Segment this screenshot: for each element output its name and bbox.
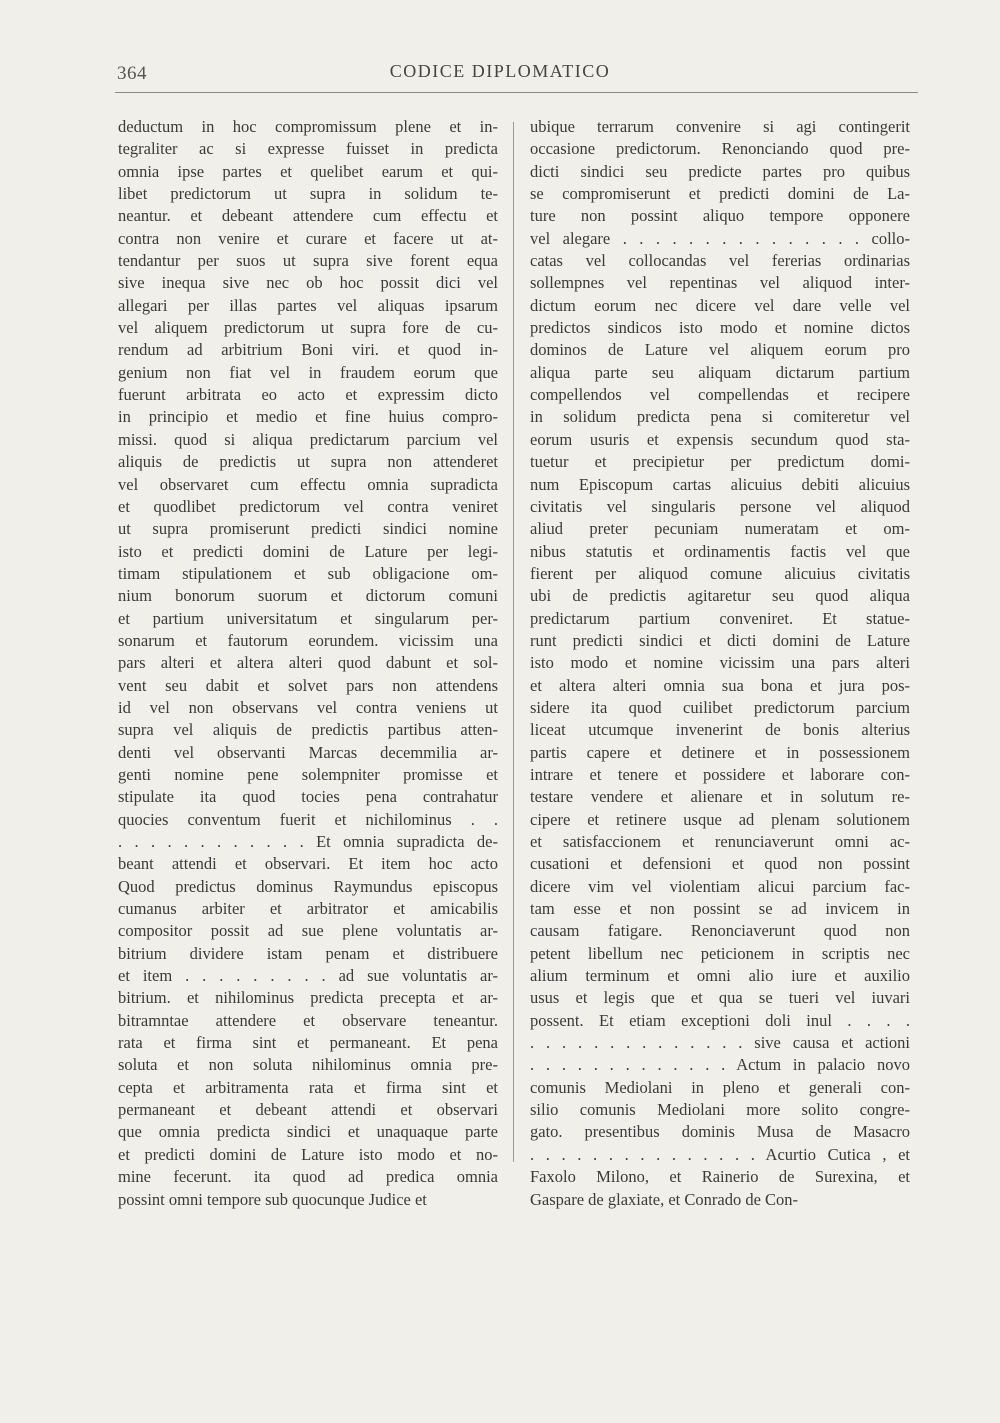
- text-line: supra vel aliquis de predictis partibus atten-: [118, 720, 498, 740]
- text-line: tegraliter ac si expresse fuisset in predicta: [118, 139, 498, 159]
- text-line: contra non venire et curare et facere ut at-: [118, 228, 498, 248]
- text-line: vel alegare . . . . . . . . . . . . . . . collo-: [530, 228, 910, 248]
- text-line: et altera alteri omnia sua bona et jura pos-: [530, 675, 910, 695]
- text-line: Quod predictus dominus Raymundus episcopus: [118, 876, 498, 896]
- text-line: et partium universitatum et singularum per-: [118, 608, 498, 628]
- text-line: intrare et tenere et possidere et laborare con-: [530, 764, 910, 784]
- text-line: . . . . . . . . . . . . Et omnia supradicta de-: [118, 832, 498, 851]
- text-line: vel aliquem predictorum ut supra fore de cu-: [118, 318, 498, 338]
- text-line: sive inequa sive nec ob hoc possit dici vel: [118, 273, 498, 293]
- text-line: libet predictorum ut supra in solidum te-: [118, 184, 498, 204]
- text-line: dicere vim vel violentiam alicui parcium fac-: [530, 876, 910, 896]
- text-line: causam fatigare. Renonciaverunt quod non: [530, 921, 910, 941]
- right-text-column: [530, 116, 910, 1211]
- text-line: aliquis de predictis ut supra non attenderet: [118, 452, 498, 472]
- text-line: petent libellum nec peticionem in scriptis nec: [530, 943, 910, 963]
- text-line: et predicti domini de Lature isto modo et no-: [118, 1144, 498, 1164]
- text-line: comunis Mediolani in pleno et generali con-: [530, 1077, 910, 1097]
- text-line: tendantur per suos ut supra sive forent equa: [118, 251, 498, 271]
- text-line: dicti sindici seu predicte partes pro quibus: [530, 161, 910, 181]
- text-line: runt predicti sindici et dicti domini de Lature: [530, 630, 910, 650]
- text-line: aliud preter pecuniam numeratam et om-: [530, 519, 910, 539]
- text-line: stipulate ita quod tocies pena contrahatur: [118, 787, 498, 807]
- text-line: in solidum predicta pena si comiteretur vel: [530, 407, 910, 427]
- text-line: deductum in hoc compromissum plene et in-: [118, 117, 498, 136]
- text-line: et item . . . . . . . . . ad sue voluntatis ar-: [118, 966, 498, 986]
- text-line: testare vendere et alienare et in solutum re-: [530, 787, 910, 807]
- text-line: num Episcopum cartas alicuius debiti alicuius: [530, 474, 910, 494]
- text-line: mine fecerunt. ita quod ad predica omnia: [118, 1167, 498, 1187]
- text-line: rata et firma sint et permaneant. Et pena: [118, 1033, 498, 1053]
- text-line: liceat utcumque invenerint de bonis alterius: [530, 720, 910, 740]
- text-line: catas vel collocandas vel fererias ordinarias: [530, 251, 910, 271]
- text-line: genium non fiat vel in fraudem eorum que: [118, 362, 498, 382]
- text-line: bitrium dividere istam penam et distribuere: [118, 943, 498, 963]
- text-line: cipere et retinere usque ad plenam solutionem: [530, 809, 910, 829]
- text-line: quocies conventum fuerit et nichilominus . .: [118, 809, 498, 829]
- text-line: allegari per illas partes vel aliquas ipsarum: [118, 295, 498, 315]
- text-line: partis capere et detinere et in possessionem: [530, 742, 910, 762]
- text-line: permaneant et debeant attendi et observari: [118, 1100, 498, 1120]
- text-line: cumanus arbiter et arbitrator et amicabilis: [118, 899, 498, 919]
- text-line: nium bonorum suorum et dictorum comuni: [118, 586, 498, 606]
- text-line: bitrium. et nihilominus predicta precepta et ar-: [118, 988, 498, 1008]
- text-line: sidere ita quod cuilibet predictorum parcium: [530, 697, 910, 717]
- text-line: isto et predicti domini de Lature per legi-: [118, 541, 498, 561]
- text-line: . . . . . . . . . . . . . . . Acurtio Cutica , et: [530, 1144, 910, 1164]
- text-line: dominos de Lature vel aliquem eorum pro: [530, 340, 910, 360]
- text-line: et quodlibet predictorum vel contra veniret: [118, 496, 498, 516]
- text-line: sollempnes vel repentinas vel aliquod inter-: [530, 273, 910, 293]
- text-line: pars alteri et altera alteri quod dabunt et sol-: [118, 653, 498, 673]
- text-line: Faxolo Milono, et Rainerio de Surexina, et: [530, 1167, 910, 1187]
- text-line: se compromiserunt et predicti domini de La-: [530, 184, 910, 204]
- running-head: CODICE DIPLOMATICO: [389, 61, 611, 81]
- text-line: isto modo et nomine vicissim una pars alteri: [530, 653, 910, 673]
- text-line: timam stipulationem et sub obligacione om-: [118, 563, 498, 583]
- text-line: compositor possit ad sue plene voluntatis ar-: [118, 921, 498, 941]
- text-line: beant attendi et observari. Et item hoc acto: [118, 854, 498, 874]
- text-line: omnia ipse partes et quelibet earum et qui-: [118, 161, 498, 181]
- text-line: soluta et non soluta nihilominus omnia pre-: [118, 1055, 498, 1075]
- text-line: ubique terrarum convenire si agi contingerit: [530, 117, 910, 136]
- text-line: gato. presentibus dominis Musa de Masacro: [530, 1122, 910, 1142]
- text-line: tuetur et precipietur per predictum domi-: [530, 452, 910, 472]
- text-line: nibus statutis et ordinamentis factis vel que: [530, 541, 910, 561]
- text-line: que omnia predicta sindici et unaquaque parte: [118, 1122, 498, 1142]
- text-line: denti vel observanti Marcas decemmilia ar-: [118, 742, 498, 762]
- text-line: neantur. et debeant attendere cum effectu et: [118, 206, 498, 226]
- text-line: eorum usuris et expensis secundum quod sta-: [530, 429, 910, 449]
- text-line: . . . . . . . . . . . . . . sive causa et actioni: [530, 1033, 910, 1053]
- text-line: in principio et medio et fine huius compro-: [118, 407, 498, 427]
- left-text-column: [118, 116, 498, 1211]
- page-number: 364: [117, 63, 147, 84]
- text-line: occasione predictorum. Renonciando quod pre-: [530, 139, 910, 159]
- text-line: silio comunis Mediolani more solito congre-: [530, 1100, 910, 1120]
- text-line: alium terminum et omni alio iure et auxilio: [530, 966, 910, 986]
- text-line: cepta et arbitramenta rata et firma sint et: [118, 1077, 498, 1097]
- column-divider: [513, 122, 514, 1162]
- text-line: . . . . . . . . . . . . . Actum in palacio novo: [530, 1055, 910, 1075]
- text-line: cusationi et defensioni et quod non possint: [530, 854, 910, 874]
- text-line: sonarum et fautorum eorundem. vicissim una: [118, 630, 498, 650]
- text-line: Gaspare de glaxiate, et Conrado de Con-: [530, 1189, 799, 1209]
- text-line: missi. quod si aliqua predictarum parcium vel: [118, 429, 498, 449]
- header-rule: [115, 92, 918, 93]
- text-line: vent seu dabit et solvet pars non attendens: [118, 675, 498, 695]
- text-line: ture non possint aliquo tempore opponere: [530, 206, 910, 226]
- text-line: fuerunt arbitrata eo acto et expressim dicto: [118, 385, 498, 405]
- text-line: bitramntae attendere et observare teneantur.: [118, 1010, 498, 1030]
- text-line: vel observaret cum effectu omnia supradicta: [118, 474, 498, 494]
- text-line: et satisfaccionem et renunciaverunt omni ac-: [530, 832, 910, 851]
- text-line: id vel non observans vel contra veniens ut: [118, 697, 498, 717]
- text-line: ut supra promiserunt predicti sindici nomine: [118, 519, 498, 539]
- text-line: civitatis vel singularis persone vel aliquod: [530, 496, 910, 516]
- text-line: possent. Et etiam exceptioni doli inul . . . .: [530, 1010, 910, 1030]
- text-line: predictos sindicos isto modo et nomine dictos: [530, 318, 910, 338]
- text-line: ubi de predictis agitaretur seu quod aliqua: [530, 586, 910, 606]
- text-line: genti nomine pene solempniter promisse et: [118, 764, 498, 784]
- text-line: tam esse et non possint se ad invicem in: [530, 899, 910, 919]
- text-line: rendum ad arbitrium Boni viri. et quod in-: [118, 340, 498, 360]
- text-line: fierent per aliquod comune alicuius civitatis: [530, 563, 910, 583]
- text-line: compellendos vel compellendas et recipere: [530, 385, 910, 405]
- text-line: usus et legis que et qua se tueri vel iuvari: [530, 988, 910, 1008]
- text-line: dictum eorum nec dicere vel dare velle vel: [530, 295, 910, 315]
- text-line: aliqua parte seu aliquam dictarum partium: [530, 362, 910, 382]
- text-line: predictarum partium conveniret. Et statue-: [530, 608, 910, 628]
- text-line: possint omni tempore sub quocunque Judice et: [118, 1189, 427, 1209]
